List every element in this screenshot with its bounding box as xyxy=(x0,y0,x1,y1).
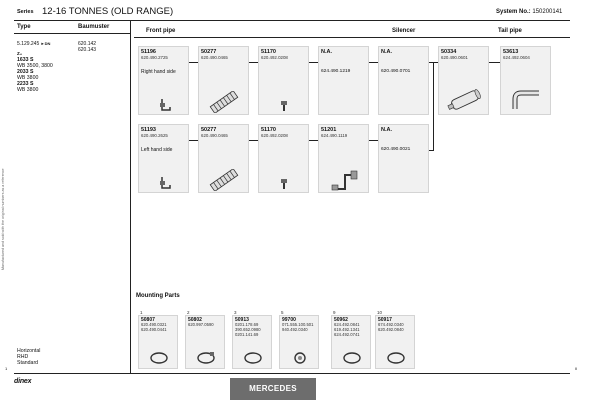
baumuster-2: 620.143 xyxy=(78,47,97,53)
mounting-card-50802[interactable] xyxy=(185,310,225,369)
page-mark-right: II xyxy=(575,366,578,371)
connector xyxy=(309,62,318,63)
connector xyxy=(249,62,258,63)
system-number-label: System No.: xyxy=(496,9,531,15)
part-note: Right hand side xyxy=(141,69,176,75)
section-rule xyxy=(134,37,570,38)
part-number: 50277 xyxy=(201,127,217,133)
oem-number: 620.490.0601 xyxy=(441,55,468,60)
model-list xyxy=(17,57,53,93)
oem-number: 624.490.1119 xyxy=(321,133,348,138)
baumuster-label: Baumuster xyxy=(78,24,110,30)
system-number xyxy=(496,9,562,15)
oem-number: 624.492.0604 xyxy=(503,55,530,60)
connector xyxy=(429,150,434,151)
front-pipe-heading: Front pipe xyxy=(146,28,176,34)
connector xyxy=(369,140,378,141)
sidebar-disclaimer: Manufactured and sold with the original numbers as a reference xyxy=(1,168,5,270)
part-number: 51170 xyxy=(261,49,276,55)
connector xyxy=(249,140,258,141)
connector xyxy=(189,140,198,141)
oem-numbers: 071.555.100.501 940.492.0340 xyxy=(282,322,314,332)
type-code: 5.129.245 ►DN xyxy=(17,41,51,47)
header-rule xyxy=(14,20,570,21)
part-number: N.A. xyxy=(381,127,392,133)
dinex-logo: dinex xyxy=(14,378,32,385)
oem-numbers: 620.490.0321 620.490.0441 xyxy=(141,322,167,332)
part-number: 50334 xyxy=(441,49,457,55)
tail-pipe-heading: Tail pipe xyxy=(498,28,522,34)
config-orientation: Horizontal xyxy=(17,348,41,354)
oem-numbers: 0201.178.69 390.652.0980 0201.141.69 xyxy=(235,322,261,337)
oem-number: 620.490.2725 xyxy=(141,55,168,60)
baumuster-1: 620.142 xyxy=(78,41,97,47)
model-detail: WB 3800 xyxy=(17,87,39,93)
clamp-icon xyxy=(196,350,216,364)
system-number-value: 150200141 xyxy=(532,9,563,15)
left-panel-divider xyxy=(130,21,131,373)
oem-number: 620.492.0208 xyxy=(261,55,288,60)
bracket-icon xyxy=(159,97,173,113)
part-card-53613[interactable] xyxy=(500,46,551,115)
part-number: 99700 xyxy=(282,317,296,323)
part-number: N.A. xyxy=(381,49,392,55)
oem-number: 620.490.2625 xyxy=(141,133,168,138)
part-card-na-1[interactable] xyxy=(318,46,369,115)
part-number: 50962 xyxy=(334,317,348,323)
part-number: 50913 xyxy=(235,317,249,323)
silencer-join-line xyxy=(433,62,434,150)
part-number: 50807 xyxy=(141,317,155,323)
model-name: 2033 S xyxy=(17,69,34,75)
tail-pipe-icon xyxy=(511,85,543,113)
make-banner xyxy=(230,378,316,400)
oem-number: 620.490.0465 xyxy=(201,133,228,138)
clamp-icon xyxy=(342,350,362,364)
part-note: 620.490.0701 xyxy=(381,69,411,74)
part-card-na-2[interactable] xyxy=(378,46,429,115)
part-card-na-3[interactable] xyxy=(378,124,429,193)
part-card-50277-b[interactable] xyxy=(198,124,249,193)
make-label: MERCEDES xyxy=(249,384,297,393)
hanger-bracket-icon xyxy=(331,169,359,191)
silencer-heading: Silencer xyxy=(392,28,416,34)
model-name: 1633 S xyxy=(17,57,34,63)
z-label: Z₄ xyxy=(17,51,22,56)
flex-pipe-icon xyxy=(207,91,241,113)
clamp-icon xyxy=(243,350,263,364)
flex-pipe-icon xyxy=(207,169,241,191)
part-note: 624.490.1219 xyxy=(321,69,351,74)
mounting-parts-heading: Mounting Parts xyxy=(136,293,180,299)
bolt-icon xyxy=(280,179,288,189)
mounting-card-50917[interactable] xyxy=(375,310,415,369)
silencer-icon xyxy=(447,87,483,113)
config-variant: Standard xyxy=(17,360,39,366)
part-number: 50277 xyxy=(201,49,217,55)
part-number: 51196 xyxy=(141,49,156,55)
part-card-50334[interactable] xyxy=(438,46,489,115)
mounting-card-50913[interactable] xyxy=(232,310,272,369)
type-rule xyxy=(14,33,130,34)
model-detail: WB 3500, 3800 xyxy=(17,63,53,69)
position-number: 10 xyxy=(377,310,383,315)
part-card-51170[interactable] xyxy=(258,46,309,115)
position-number: 3 xyxy=(234,310,237,315)
position-number: 5 xyxy=(281,310,284,315)
series-label: Series xyxy=(17,9,34,15)
part-number: 51170 xyxy=(261,127,276,133)
part-card-51170-b[interactable] xyxy=(258,124,309,193)
mounting-card-99700[interactable] xyxy=(279,310,319,369)
part-card-51193[interactable] xyxy=(138,124,189,193)
clamp-icon xyxy=(386,350,406,364)
page-mark-left: 1 xyxy=(5,366,8,371)
model-name: 2233 S xyxy=(17,81,34,87)
oem-numbers: 620.997.0590 xyxy=(188,322,214,327)
part-note: Left hand side xyxy=(141,147,173,153)
part-number: 53613 xyxy=(503,49,519,55)
bolt-icon xyxy=(280,101,288,111)
position-number: 9 xyxy=(333,310,336,315)
part-number: 50917 xyxy=(378,317,392,323)
connector xyxy=(309,140,318,141)
connector xyxy=(189,62,198,63)
clamp-icon xyxy=(149,350,169,364)
bracket-icon xyxy=(159,175,173,191)
gasket-icon xyxy=(290,350,310,364)
part-number: N.A. xyxy=(321,49,332,55)
part-number: 51193 xyxy=(141,127,156,133)
oem-number: 620.490.0465 xyxy=(201,55,228,60)
connector xyxy=(489,62,500,63)
part-note: 620.490.0021 xyxy=(381,147,411,152)
part-card-51201[interactable] xyxy=(318,124,369,193)
connector xyxy=(369,62,378,63)
position-number: 1 xyxy=(140,310,143,315)
mounting-card-50962[interactable] xyxy=(331,310,371,369)
series-title: 12-16 TONNES (OLD RANGE) xyxy=(42,6,174,17)
model-detail: WB 3800 xyxy=(17,75,39,81)
footer-rule xyxy=(14,373,570,374)
part-card-50277[interactable] xyxy=(198,46,249,115)
part-card-51196[interactable] xyxy=(138,46,189,115)
oem-numbers: 624.492.0841 619.492.1341 624.492.0741 xyxy=(334,322,360,337)
oem-numbers: 674.492.0340 620.492.0840 xyxy=(378,322,404,332)
config-drive: RHD xyxy=(17,354,29,360)
mounting-card-50807[interactable] xyxy=(138,310,178,369)
part-number: 51201 xyxy=(321,127,337,133)
part-number: 50802 xyxy=(188,317,202,323)
oem-number: 620.492.0208 xyxy=(261,133,288,138)
position-number: 2 xyxy=(187,310,190,315)
type-label: Type xyxy=(17,24,31,30)
config-list xyxy=(17,348,40,366)
